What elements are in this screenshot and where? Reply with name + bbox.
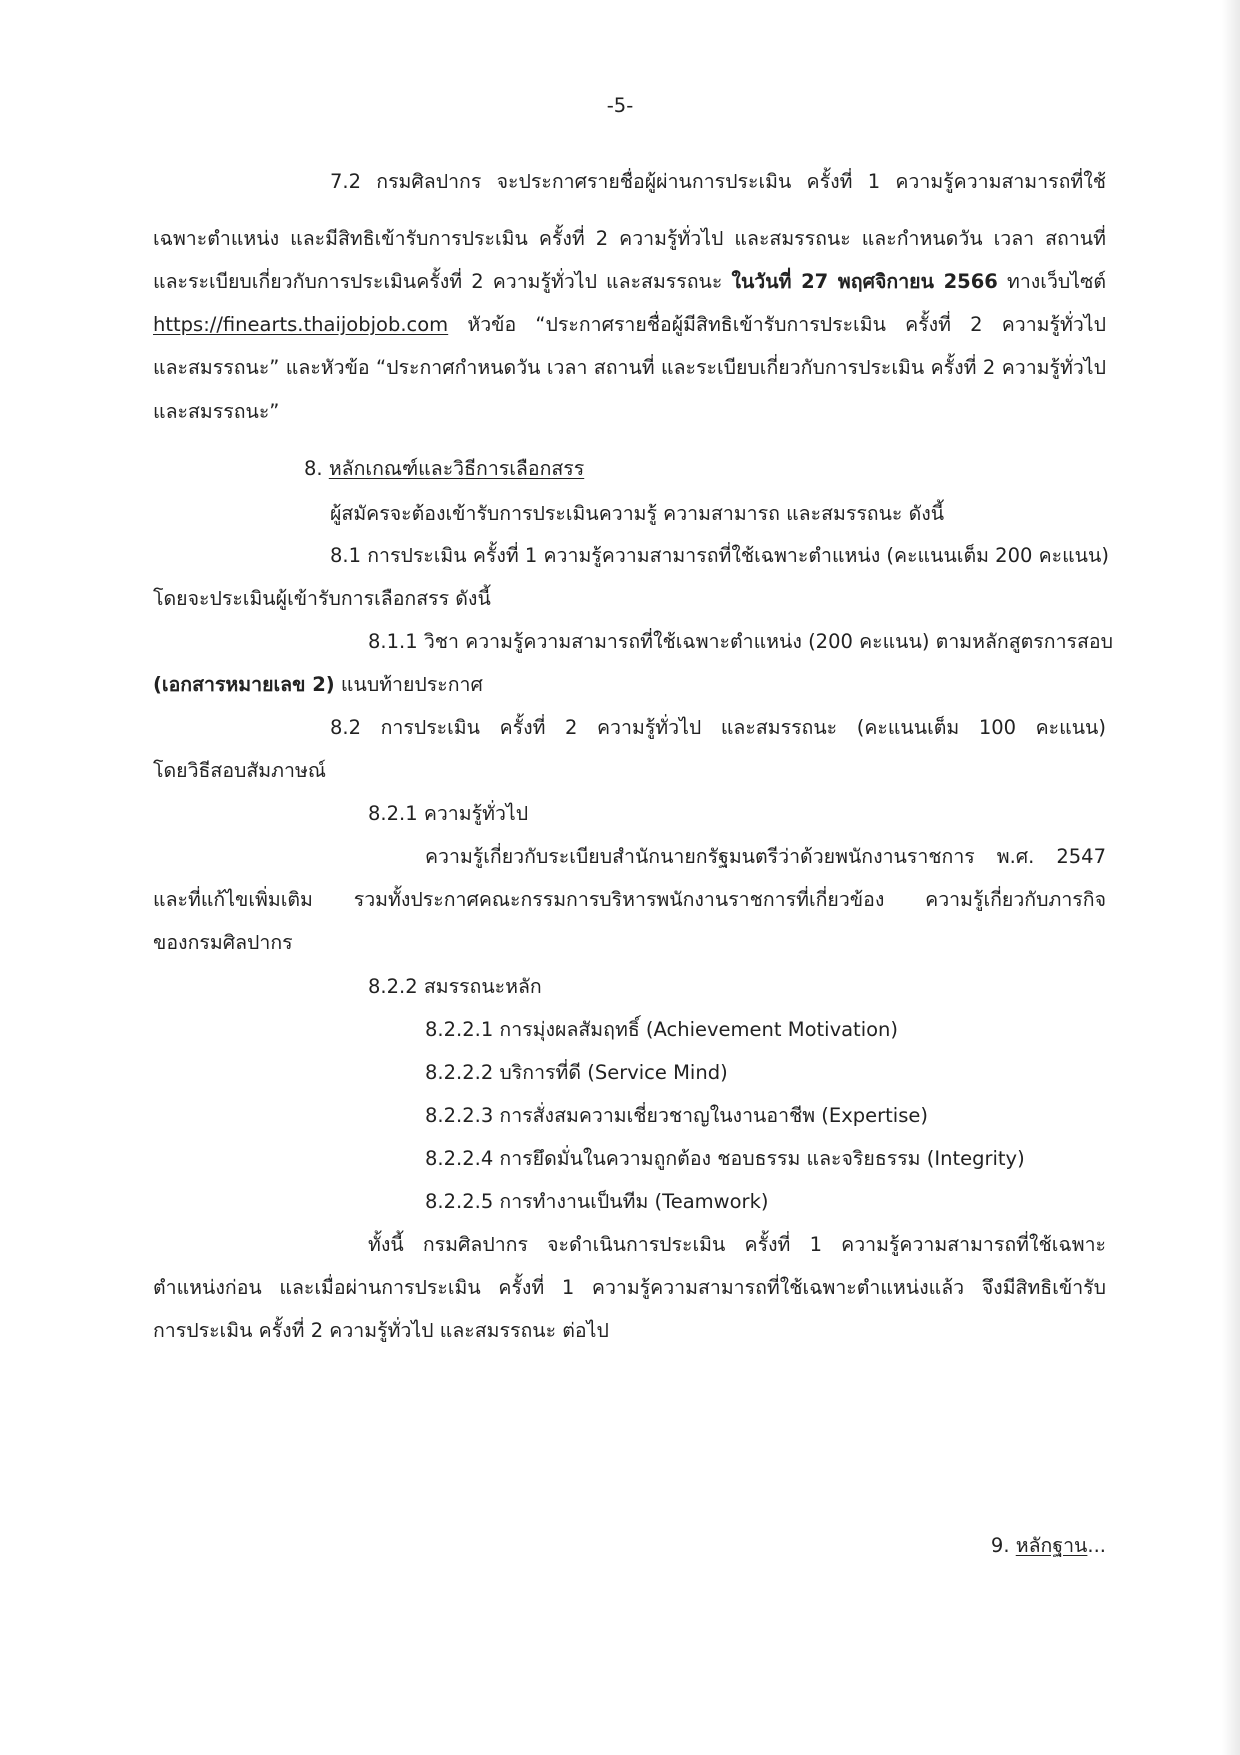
section-8-number: 8. (304, 457, 323, 480)
section-8-heading (304, 455, 584, 483)
section-8-intro: ผู้สมัครจะต้องเข้ารับการประเมินความรู้ ความสามารถ และสมรรถนะ ดังนี้ (330, 502, 945, 525)
announcement-date: ในวันที่ 27 พฤศจิกายน 2566 (731, 270, 998, 293)
s811-line-2 (153, 671, 483, 699)
continuation-number: 9. (990, 1534, 1010, 1557)
website-link[interactable]: https://finearts.thaijobjob.com (153, 313, 449, 336)
s72-line-2: เฉพาะตำแหน่ง และมีสิทธิเข้ารับการประเมิน ครั้งที่ 2 ความรู้ทั่วไป และสมรรถนะ และกำหนดวัน เวลา สถานที่ (153, 227, 1106, 250)
page-number: -5- (606, 94, 634, 117)
s72-line-4 (153, 311, 1106, 339)
document-number-ref: (เอกสารหมายเลข 2) (153, 673, 335, 696)
competency-item: 8.2.2.5 การทำงานเป็นทีม (Teamwork) (425, 1190, 769, 1213)
continuation-ellipsis: ... (1087, 1534, 1106, 1557)
s821-title: 8.2.1 ความรู้ทั่วไป (368, 802, 529, 825)
closing-line-3: การประเมิน ครั้งที่ 2 ความรู้ทั่วไป และสมรรถนะ ต่อไป (153, 1319, 609, 1342)
competency-item: 8.2.2.2 บริการที่ดี (Service Mind) (425, 1061, 728, 1084)
competency-item: 8.2.2.3 การสั่งสมความเชี่ยวชาญในงานอาชีพ (Expertise) (425, 1104, 928, 1127)
s821-line-1: ความรู้เกี่ยวกับระเบียบสำนักนายกรัฐมนตรีว่าด้วยพนักงานราชการ พ.ศ. 2547 (425, 845, 1106, 868)
s72-line-4-text: หัวข้อ “ประกาศรายชื่อผู้มีสิทธิเข้ารับการประเมิน ครั้งที่ 2 ความรู้ทั่วไป (467, 313, 1106, 336)
s811-line-2-text: แนบท้ายประกาศ (340, 673, 483, 696)
s81-line-1: 8.1 การประเมิน ครั้งที่ 1 ความรู้ความสามารถที่ใช้เฉพาะตำแหน่ง (คะแนนเต็ม 200 คะแนน) (330, 544, 1109, 567)
page-edge-shadow (1222, 0, 1240, 1755)
next-page-continuation (900, 1532, 1106, 1560)
s821-line-2: และที่แก้ไขเพิ่มเติม รวมทั้งประกาศคณะกรรมการบริหารพนักงานราชการที่เกี่ยวข้อง ความรู้เกี่ยวกับภารกิจ (153, 888, 1106, 911)
s72-line-1: 7.2 กรมศิลปากร จะประกาศรายชื่อผู้ผ่านการประเมิน ครั้งที่ 1 ความรู้ความสามารถที่ใช้ (330, 170, 1106, 193)
s72-line-5: และสมรรถนะ” และหัวข้อ “ประกาศกำหนดวัน เวลา สถานที่ และระเบียบเกี่ยวกับการประเมิน ครั้งที่ 2 ความรู้ทั่วไป (153, 356, 1106, 379)
s72-line-3-text: และระเบียบเกี่ยวกับการประเมินครั้งที่ 2 ความรู้ทั่วไป และสมรรถนะ (153, 270, 723, 293)
s822-title: 8.2.2 สมรรถนะหลัก (368, 975, 542, 998)
s82-line-2: โดยวิธีสอบสัมภาษณ์ (153, 759, 326, 782)
s81-line-2: โดยจะประเมินผู้เข้ารับการเลือกสรร ดังนี้ (153, 587, 491, 610)
continuation-text: หลักฐาน (1015, 1534, 1088, 1557)
s82-line-1: 8.2 การประเมิน ครั้งที่ 2 ความรู้ทั่วไป และสมรรถนะ (คะแนนเต็ม 100 คะแนน) (330, 716, 1106, 739)
closing-line-1: ทั้งนี้ กรมศิลปากร จะดำเนินการประเมิน ครั้งที่ 1 ความรู้ความสามารถที่ใช้เฉพาะ (368, 1233, 1106, 1256)
s811-line-1: 8.1.1 วิชา ความรู้ความสามารถที่ใช้เฉพาะตำแหน่ง (200 คะแนน) ตามหลักสูตรการสอบ (368, 630, 1113, 653)
s72-line-3 (153, 268, 1106, 296)
s821-line-3: ของกรมศิลปากร (153, 931, 293, 954)
section-8-title: หลักเกณฑ์และวิธีการเลือกสรร (328, 457, 585, 480)
s72-line-6: และสมรรถนะ” (153, 400, 280, 423)
competency-item: 8.2.2.4 การยึดมั่นในความถูกต้อง ชอบธรรม และจริยธรรม (Integrity) (425, 1147, 1025, 1170)
closing-line-2: ตำแหน่งก่อน และเมื่อผ่านการประเมิน ครั้งที่ 1 ความรู้ความสามารถที่ใช้เฉพาะตำแหน่งแล้ว จึงมีสิทธิเข้ารับ (153, 1276, 1106, 1299)
competency-item: 8.2.2.1 การมุ่งผลสัมฤทธิ์ (Achievement Motivation) (425, 1018, 899, 1041)
s72-line-3-end: ทางเว็บไซต์ (1006, 270, 1106, 293)
